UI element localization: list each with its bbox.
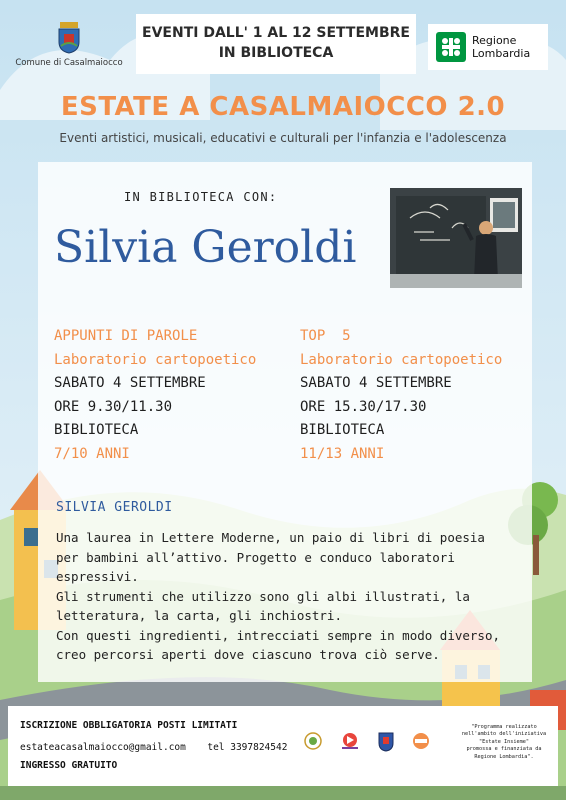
partner-logos [304,732,431,752]
region-name-line1: Regione [472,34,517,47]
footer-info [8,706,558,786]
event-card [54,325,256,466]
municipal-crest-icon [56,20,82,54]
event-card [300,325,502,466]
bio-line: creo percorsi aperti dove ciascuno trova ciò serve. [56,647,440,662]
regione-lombardia-icon [436,32,466,62]
event-place: BIBLIOTECA [300,422,385,438]
bio-line: letteratura, la carta, gli inchiostri. [56,608,342,623]
bio-line: Una laurea in Lettere Moderne, un paio di libri di poesia [56,530,485,545]
registration-notice: ISCRIZIONE OBBLIGATORIA POSTI LIMITATI [20,720,238,731]
event-dates-banner [136,14,416,74]
region-name-line2: Lombardia [472,47,531,60]
bio-line: per bambini all’attivo. Progetto e conduco laboratori [56,549,455,565]
partner-logo-icon [339,732,361,750]
bio-line: espressivi. [56,569,139,584]
funding-note-line: nell'ambito dell'iniziativa [461,731,547,738]
funding-note-line: Regione Lombardia". [474,753,534,760]
event-name: TOP 5 [300,328,351,344]
event-type: Laboratorio cartopoetico [54,351,257,368]
event-age: 11/13 ANNI [300,445,385,462]
event-age: 7/10 ANNI [54,445,130,462]
admission-notice: INGRESSO GRATUITO [20,760,118,771]
subtitle: Eventi artistici, musicali, educativi e culturali per l'infanzia e l'adolescenza [59,131,507,145]
funding-note-line: promossa e finanziata da [466,746,542,753]
guest-photo [390,188,522,288]
funding-note-line: "Programma realizzato [471,724,537,730]
event-type: Laboratorio cartopoetico [300,351,503,368]
partner-logo-icon [411,732,431,750]
contact-phone[interactable]: tel 3397824542 [207,742,288,753]
bio-text [56,528,516,665]
funding-note-line: "Estate Insieme" [479,738,529,745]
event-date: SABATO 4 SETTEMBRE [300,375,452,391]
event-name: APPUNTI DI PAROLE [54,328,198,344]
municipality-logo [14,20,124,68]
event-time: ORE 9.30/11.30 [54,398,173,415]
guest-name: Silvia Geroldi [54,222,357,273]
bio-line: Con questi ingredienti, intrecciati sempre in modo diverso, [56,627,501,643]
event-location-line: IN BIBLIOTECA [218,45,334,61]
event-dates-line: EVENTI DALL' 1 AL 12 SETTEMBRE [142,25,410,41]
event-place: BIBLIOTECA [54,422,139,438]
contact-email[interactable]: estateacasalmaiocco@gmail.com [20,742,186,753]
region-logo [428,24,548,70]
event-date: SABATO 4 SETTEMBRE [54,375,206,391]
funding-note [454,724,554,761]
municipality-name: Comune di Casalmaiocco [15,58,123,68]
partner-logo-icon [304,732,322,750]
guest-intro: IN BIBLIOTECA CON: [124,190,278,204]
bio-title: SILVIA GEROLDI [56,500,173,515]
partner-logo-icon [378,732,394,752]
region-name [472,34,530,60]
main-title: ESTATE A CASALMAIOCCO 2.0 [60,92,506,122]
contact-line [20,742,287,753]
event-time: ORE 15.30/17.30 [300,398,427,415]
bio-line: Gli strumenti che utilizzo sono gli albi illustrati, la [56,588,470,604]
